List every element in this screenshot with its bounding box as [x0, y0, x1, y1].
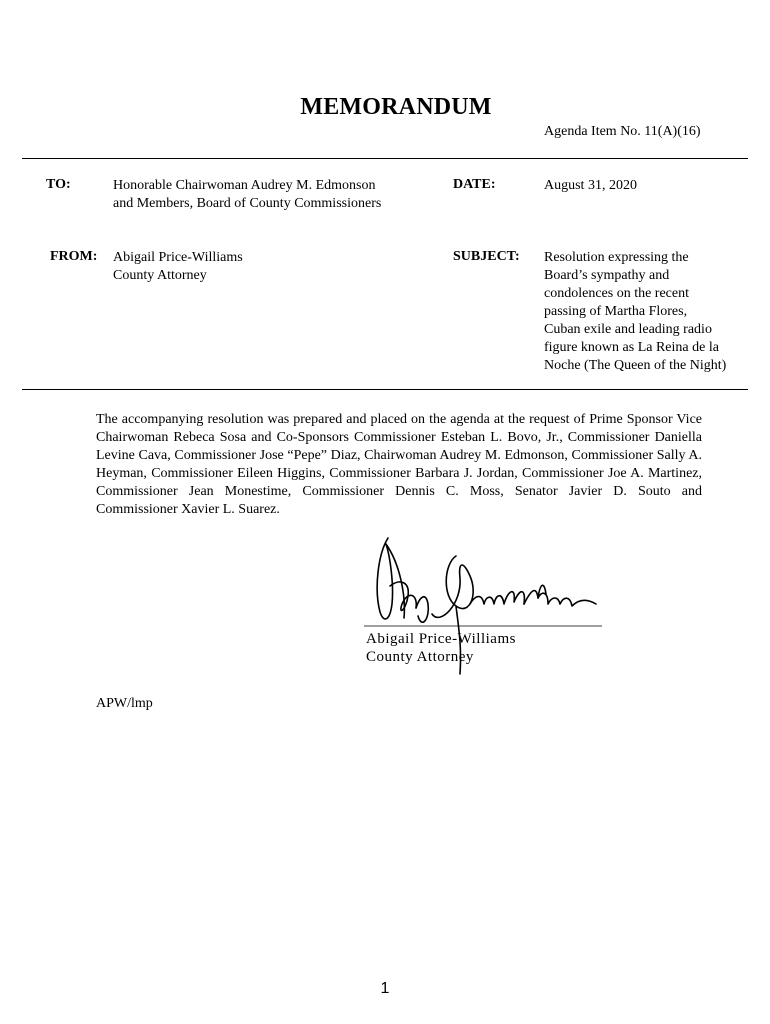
from-line-1: Abigail Price-Williams [113, 250, 243, 265]
from-line-2: County Attorney [113, 268, 207, 283]
signature-name: Abigail Price-Williams [366, 631, 516, 647]
page-number: 1 [380, 980, 390, 997]
subject-value [544, 249, 726, 375]
signature-title: County Attorney [366, 649, 474, 665]
date-value: August 31, 2020 [544, 178, 637, 193]
body-paragraph: The accompanying resolution was prepared and placed on the agenda at the request of Prime Sponsor Vice Chairwoman Rebeca Sosa and Co-Sponsors Commissioner Esteban L. Bovo, Jr., Commissioner Daniella Levine Cava, Commissioner Jose “Pepe” Diaz, Chairwoman Audrey M. Edmonson, Commissioner Sally A. Heyman, Commissioner Eileen Higgins, Commissioner Barbara J. Jordan, Commissioner Joe A. Martinez, Commissioner Jean Monestime, Commissioner Dennis C. Moss, Senator Javier D. Souto and Commissioner Xavier L. Suarez. [96, 412, 702, 517]
memo-title: MEMORANDUM [300, 94, 492, 120]
subject-label: SUBJECT: [453, 249, 520, 264]
subject-line-2: Board’s sympathy and [544, 268, 670, 283]
handwritten-signature [360, 534, 610, 680]
from-value [113, 249, 243, 285]
date-label: DATE: [453, 177, 496, 192]
typist-initials: APW/lmp [96, 696, 153, 711]
to-label: TO: [46, 177, 71, 192]
header-bottom-rule [22, 389, 748, 390]
from-label: FROM: [50, 249, 98, 264]
subject-line-3: condolences on the recent [544, 286, 689, 301]
subject-line-7: Noche (The Queen of the Night) [544, 358, 727, 373]
to-value [113, 177, 381, 213]
subject-line-4: passing of Martha Flores, [544, 304, 688, 319]
to-line-2: and Members, Board of County Commissioners [113, 196, 382, 211]
agenda-item-number: Agenda Item No. 11(A)(16) [544, 124, 701, 139]
subject-line-1: Resolution expressing the [544, 250, 689, 265]
header-top-rule [22, 158, 748, 159]
subject-line-6: figure known as La Reina de la [544, 340, 719, 355]
to-line-1: Honorable Chairwoman Audrey M. Edmonson [113, 178, 376, 193]
subject-line-5: Cuban exile and leading radio [544, 322, 712, 337]
